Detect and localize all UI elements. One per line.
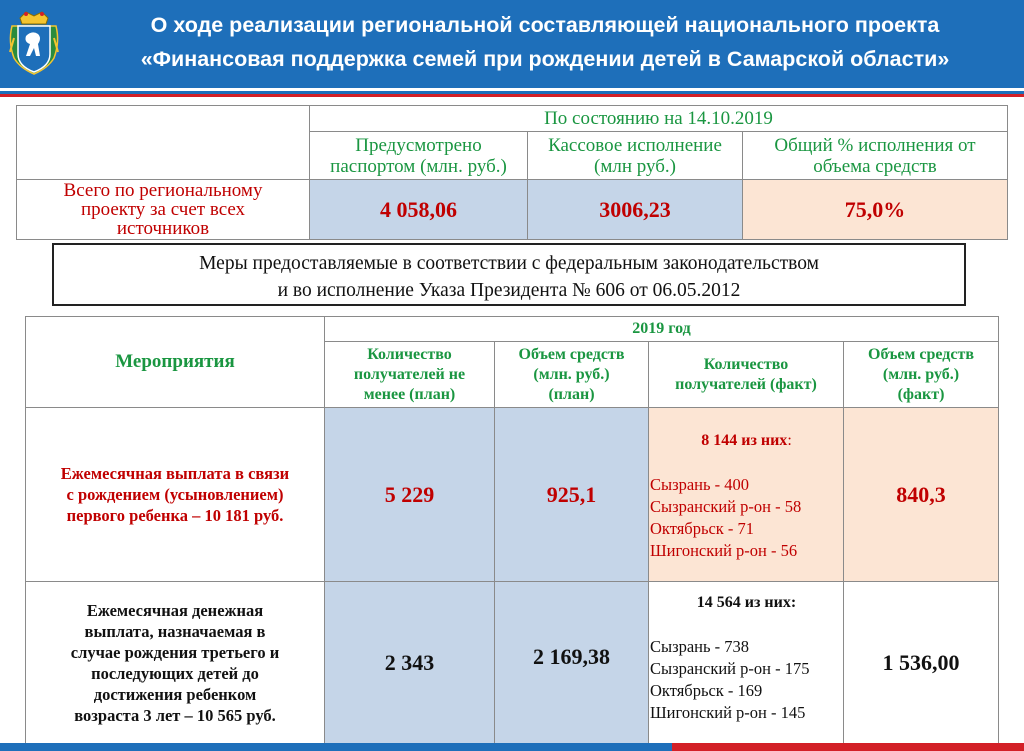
row-2-desc-line-3: случае рождения третьего и [70,643,280,662]
year-header: 2019 год [325,317,999,342]
row-1-fact-line-4: Шигонский р-он - 56 [650,541,798,560]
col-rp-line-3: менее (план) [363,385,456,403]
col-events-header: Мероприятия [26,317,325,408]
col-ff-line-2: (млн. руб.) [882,365,960,383]
col-cash-line-1: Кассовое исполнение [548,134,722,156]
row-2-description [26,582,325,745]
row-label-line-1: Всего по региональному [63,180,263,201]
row-1-desc-line-2: с рождением (усыновлением) [66,485,284,504]
row-1-funds-plan: 925,1 [495,408,649,582]
row-2-desc-line-4: последующих детей до [91,664,259,683]
col-cash-line-2: (млн руб.) [594,155,676,177]
col-ff-line-3: (факт) [897,385,945,403]
row-2-desc-line-1: Ежемесячная денежная [86,601,264,620]
row-1-desc-line-3: первого ребенка – 10 181 руб. [66,506,284,525]
col-funds-fact [844,342,999,408]
measures-line-2: и во исполнение Указа Президента № 606 от 06.05.2012 [277,280,741,301]
col-recipients-plan [325,342,495,408]
footer-stripe-red [672,743,1024,751]
row-2-fact-line-4: Шигонский р-он - 145 [650,703,806,722]
row-1-fact-colon: : [787,432,792,449]
col-rp-line-1: Количество [367,345,452,363]
col-fp-line-1: Объем средств [518,345,625,363]
row-1-fact-total: 8 144 из них [701,432,788,449]
row-2-funds-plan: 2 169,38 [495,582,649,745]
row-1-fact-line-3: Октябрьск - 71 [650,519,755,538]
summary-col-cash [528,132,743,180]
summary-col-percent [743,132,1008,180]
col-percent-line-1: Общий % исполнения от [774,134,976,156]
row-label-line-2: проекту за счет всех [80,199,246,220]
col-percent-line-2: объема средств [813,155,937,177]
row-2-funds-fact: 1 536,00 [844,582,999,745]
row-1-desc-line-1: Ежемесячная выплата в связи [60,464,290,483]
summary-status-date: По состоянию на 14.10.2019 [310,106,1008,132]
row-1-fact-line-1: Сызрань - 400 [650,475,750,494]
measures-line-1: Меры предоставляемые в соответствии с федеральным законодательством [199,253,819,274]
col-ff-line-1: Объем средств [868,345,974,363]
summary-empty-corner [17,106,310,180]
col-fp-line-2: (млн. руб.) [533,365,610,383]
col-rf-line-1: Количество [703,355,789,373]
col-recipients-fact [649,342,844,408]
row-2-desc-line-2: выплата, назначаемая в [84,622,266,641]
col-rp-line-2: получателей не [353,365,466,383]
summary-table [16,105,1008,240]
row-2-desc-line-5: достижения ребенком [93,685,257,704]
col-passport-line-2: паспортом (млн. руб.) [330,155,507,177]
summary-percent-value: 75,0% [743,180,1008,240]
row-1-recipients-fact [649,408,844,582]
title-line-2: «Финансовая поддержка семей при рождении детей в Самарской области» [140,47,950,71]
table-row [26,582,999,745]
slide-title [66,8,1024,76]
row-2-desc-line-6: возраста 3 лет – 10 565 руб. [74,706,276,725]
row-2-recipients-fact [649,582,844,745]
row-label-line-3: источников [116,218,210,239]
row-1-funds-fact: 840,3 [844,408,999,582]
summary-col-passport [310,132,528,180]
row-1-description [26,408,325,582]
measures-note [52,243,966,306]
row-1-recipients-plan: 5 229 [325,408,495,582]
row-1-fact-line-2: Сызранский р-он - 58 [650,497,802,516]
col-rf-line-2: получателей (факт) [675,375,817,393]
col-funds-plan [495,342,649,408]
measures-table [25,316,999,745]
summary-row-label [17,180,310,240]
title-line-1: О ходе реализации региональной составляющей национального проекта [150,13,940,37]
summary-cash-value: 3006,23 [528,180,743,240]
footer-stripe-blue [0,743,672,751]
row-2-fact-line-2: Сызранский р-он - 175 [650,659,810,678]
samara-coat-of-arms-icon [6,8,62,80]
row-2-fact-line-3: Октябрьск - 169 [650,681,763,700]
slide-header [0,0,1024,88]
row-1-fact-head [650,430,843,452]
row-2-fact-line-1: Сызрань - 738 [650,637,750,656]
row-2-fact-head: 14 564 из них: [696,594,797,611]
row-2-recipients-plan: 2 343 [325,582,495,745]
header-stripe-red [0,94,1024,97]
table-row [26,408,999,582]
summary-passport-value: 4 058,06 [310,180,528,240]
col-fp-line-3: (план) [548,385,595,403]
col-passport-line-1: Предусмотрено [355,134,482,156]
